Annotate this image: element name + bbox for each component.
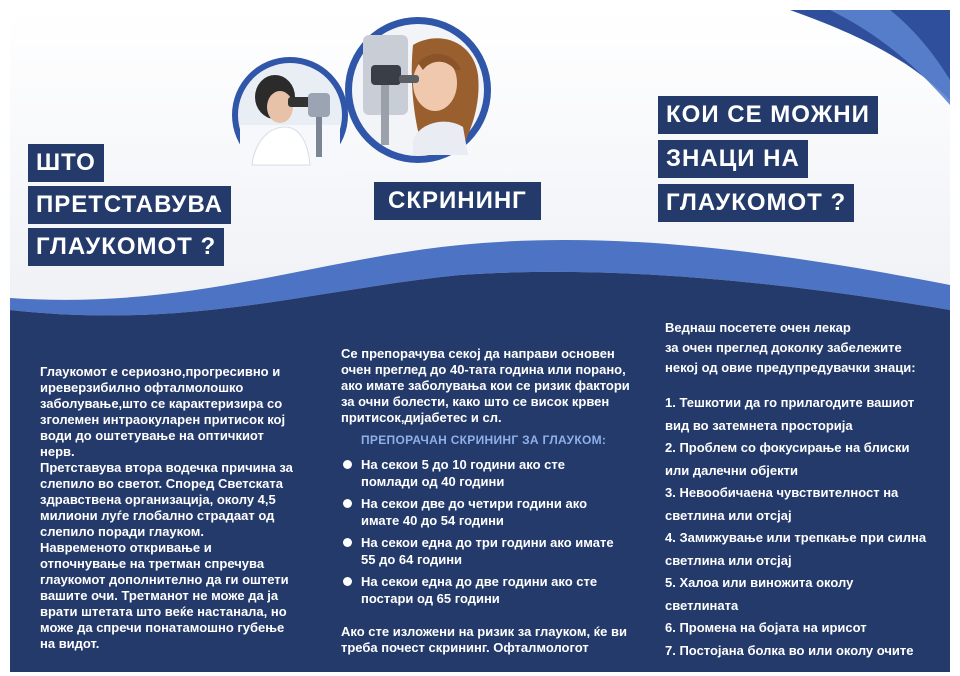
right-title-line-3: ГЛАУКОМОТ ? [658, 184, 854, 222]
middle-footer: Ако сте изложени на ризик за глауком, ќе ви треба почест скрининг. Офталмологот [341, 624, 627, 655]
doctor-examining-photo [230, 55, 350, 175]
bullet-icon [343, 460, 352, 469]
left-title-line-2: ПРЕТСТАВУВА [28, 186, 231, 224]
list-item: 2. Проблем со фокусирање на блиски [665, 440, 910, 455]
list-item: 4. Замижување или трепкање при силна [665, 530, 927, 545]
list-item: 6. Промена на бојата на ирисот [665, 620, 867, 635]
left-paragraph-1: Глаукомот е сериозно,прогресивно и иреверзибилно офталмолошко заболување,што се карактеризира со зголемен интраокуларен притисок кој води до оштетување на оптичкиот нерв. [40, 364, 286, 459]
left-title-line-3: ГЛАУКОМОТ ? [28, 228, 224, 266]
list-item: 3. Невообичаена чувствителност на [665, 485, 899, 500]
list-item: светлина или отсјај [665, 507, 792, 523]
left-title-line-1: ШТО [28, 144, 104, 182]
recommended-screening-title: ПРЕПОРАЧАН СКРИНИНГ ЗА ГЛАУКОМ: [361, 433, 607, 447]
list-item: На секои 5 до 10 години ако сте помлади од 40 години [341, 456, 621, 490]
list-item: На секои една до три години ако имате 55 до 64 години [341, 534, 621, 568]
middle-title: СКРИНИНГ [374, 182, 541, 220]
right-intro-line-1: Веднаш посетете очен лекар [665, 320, 851, 335]
right-title-line-1: КОИ СЕ МОЖНИ [658, 96, 878, 134]
warning-signs-list [665, 392, 945, 662]
list-item: или далечни објекти [665, 462, 799, 478]
list-item: 1. Тешкотии да го прилагодите вашиот [665, 395, 915, 410]
list-item: вид во затемнета просторија [665, 417, 853, 433]
left-column-text [40, 364, 300, 652]
bullet-icon [343, 499, 352, 508]
bullet-icon [343, 538, 352, 547]
screening-list [341, 456, 621, 612]
list-item: 5. Халоа или виножита околу [665, 575, 854, 590]
list-item: 7. Постојана болка во или околу очите [665, 642, 914, 658]
right-title-line-2: ЗНАЦИ НА [658, 140, 808, 178]
right-intro [665, 318, 945, 378]
list-item: На секои една до две години ако сте постари од 65 години [341, 573, 621, 607]
patient-slit-lamp-photo [343, 15, 493, 165]
bullet-icon [343, 577, 352, 586]
left-paragraph-2: Претставува втора водечка причина за слепило во светот. Според Светската здравствена организација, околу 4,5 милиони луѓе глобално страдаат од слепило поради глауком. [40, 460, 293, 539]
right-intro-line-2: за очен преглед доколку забележите [665, 340, 902, 355]
list-item: светлина или отсјај [665, 552, 792, 568]
brochure-page [10, 10, 950, 672]
list-item: светлината [665, 597, 739, 613]
middle-intro: Се препорачува секој да направи основен очен преглед до 40-тата година или порано, ако имате заболувања кои се ризик фактори за очни болести, како што се висок крвен притисок,дијабетес и сл. [341, 346, 630, 425]
left-paragraph-3: Навременото откривање и отпочнување на третман спречува глаукомот дополнително да ги оштети вашите очи. Третманот не може да ја врати штетата што веќе настанала, но може да спречи понатамошно губење на видот. [40, 540, 289, 651]
right-intro-line-3: некој од овие предупредувачки знаци: [665, 360, 916, 375]
list-item: На секои две до четири години ако имате 40 до 54 години [341, 495, 621, 529]
